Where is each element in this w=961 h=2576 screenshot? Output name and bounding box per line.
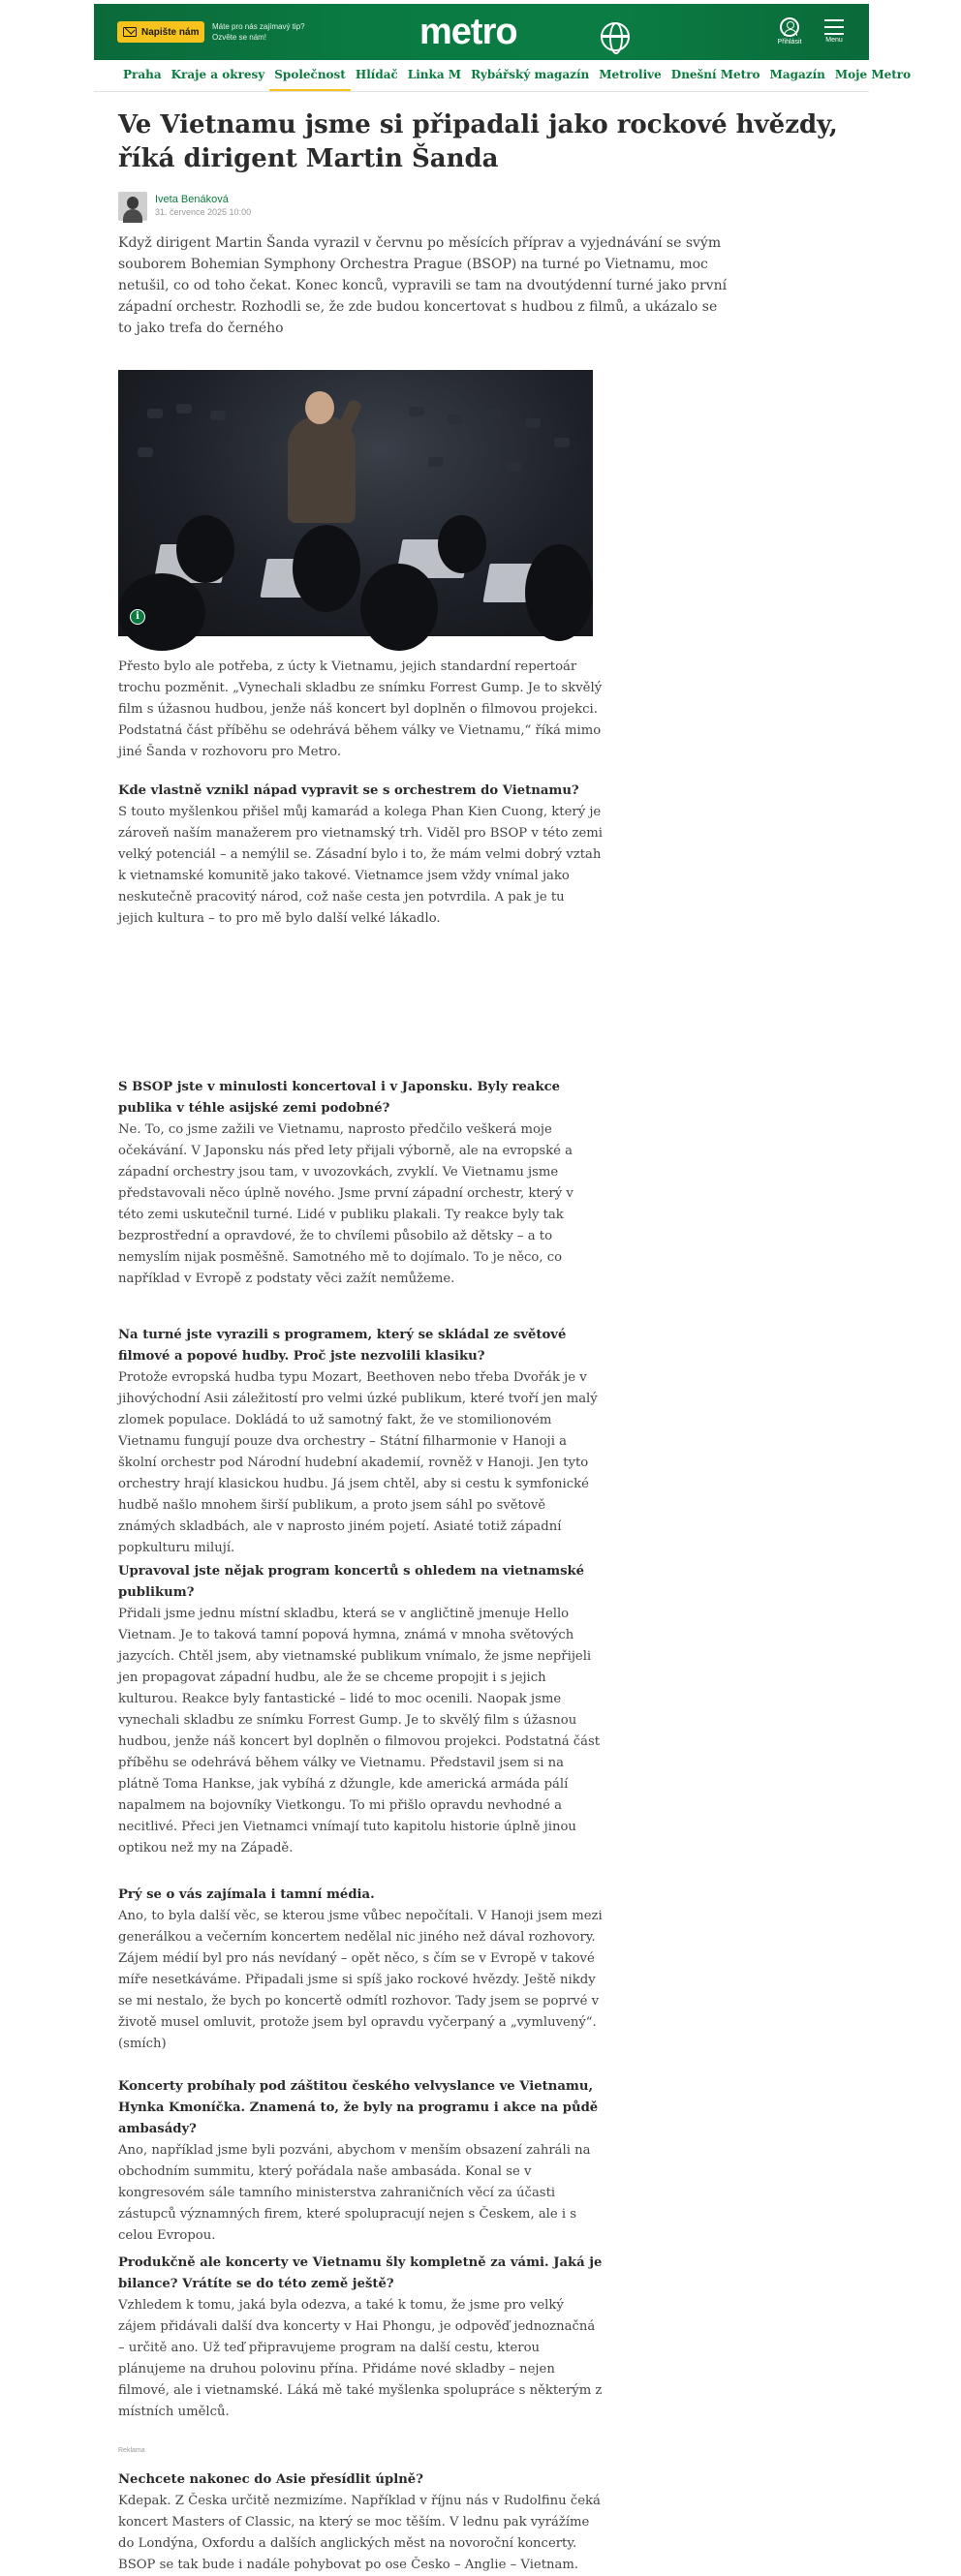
qa-item [118,2469,603,2576]
nav-item-rybarsky-magazin[interactable]: Rybářský magazín [471,68,590,81]
nav-item-praha[interactable]: Praha [123,68,162,81]
question: S BSOP jste v minulosti koncertoval i v Japonsku. Byly reakce publika v téhle asijské zemi podobné? [118,1080,561,1116]
article-photo [118,370,593,636]
menu-button[interactable] [817,17,852,52]
nav-item-dnesni-metro[interactable]: Dnešní Metro [670,68,760,81]
article-title: Ve Vietnamu jsme si připadali jako rockové hvězdy, říká dirigent Martin Šanda [118,110,838,173]
publish-date: 31. července 2025 10:00 [155,207,252,217]
qa-item [118,1077,603,1290]
qa-item [118,1325,603,1559]
main-nav [118,66,915,91]
nav-item-magazin[interactable]: Magazín [769,68,825,81]
answer: S touto myšlenkou přišel můj kamarád a kolega Phan Kien Cuong, který je zároveň naším manažerem pro vietnamský trh. Viděl pro BSOP v této zemi velký potenciál – a nemýlil se. Zásadní bylo i to, že mám velmi dobrý vztah k vietnamské komunitě jako takové. Vietnamce jsem vždy vnímal jako neskutečně pracovitý národ, což naše cesta jen potvrdila. A pak je tu jejich kultura – to pro mě bylo další velké lákadlo. [118,805,603,926]
question: Na turné jste vyrazili s programem, který se skládal ze světové filmové a popové hudby. Proč jste nezvolili klasiku? [118,1328,567,1364]
question: Koncerty probíhaly pod záštitou českého velvyslance ve Vietnamu, Hynka Kmoníčka. Znamená to, že byly na programu i akce na půdě ambasády? [118,2079,599,2136]
nav-item-moje-metro[interactable]: Moje Metro [834,68,912,81]
write-to-us-label: Napište nám [141,26,200,38]
site-header [94,4,869,60]
metro-logo[interactable]: metro [419,12,517,52]
ad-label: Reklama [118,2447,145,2454]
qa-item [118,781,603,930]
question: Kde vlastně vznikl nápad vypravit se s orchestrem do Vietnamu? [118,783,579,798]
login-label: Přihlásit [777,39,802,46]
answer: Ne. To, co jsme zažili ve Vietnamu, naprosto předčilo veškerá moje očekávání. V Japonsku nás před lety přijali výborně, ale na evropské a západní orchestry jsou tam, v uvozovkách, zvyklí. Ve Vietnamu jsme představovali něco úplně nového. Jsme první západní orchestr, který v této zemi uskutečnil turné. Lidé v publiku plakali. Ty reakce byly tak bezprostřední a opravdové, že to chvílemi působilo až dětsky – a to nemyslím nijak posměšně. Samotného mě to dojímalo. To je něco, co například v Evropě z podstaty věci zažít nemůžeme. [118,1122,574,1286]
envelope-icon [123,27,137,37]
qa-item [118,2076,603,2247]
nav-item-linka-m[interactable]: Linka M [407,68,462,81]
answer: Přidali jsme jednu místní skladbu, která se v angličtině jmenuje Hello Vietnam. Je to taková tamní popová hymna, známá v mnoha světových jazycích. Chtěl jsem, aby vietnamské publikum vnímalo, že jsme nepřijeli jen propagovat západní hudbu, ale že se chceme propojit i s jejich kulturou. Reakce byly fantastické – lidé to moc ocenili. Naopak jsme vynechali skladbu ze snímku Forrest Gump. Je to skvělý film s úžasnou hudbou, jenže náš koncert byl doplněn o filmovou projekci. Podstatná část příběhu se odehrává během války ve Vietnamu. Představil jsem si na plátně Toma Hankse, jak vybíhá z džungle, kde americká armáda pálí napalmem na bojovníky Vietkongu. To mi přišlo opravdu nevhodné a necitlivé. Přeci jen Vietnamci vnímají tuto kapitolu historie úplně jinou optikou než my na Západě. [118,1607,601,1855]
login-button[interactable] [772,17,807,52]
globe-icon [601,22,630,51]
author-avatar [118,192,147,221]
tip-text: Máte pro nás zajímavý tip? Ozvěte se nám! [212,22,305,42]
question: Nechcete nakonec do Asie přesídlit úplně? [118,2472,423,2487]
menu-label: Menu [825,37,843,44]
question: Produkčně ale koncerty ve Vietnamu šly kompletně za vámi. Jaká je bilance? Vrátíte se do této země ještě? [118,2255,603,2291]
nav-item-metrolive[interactable]: Metrolive [599,68,662,81]
question: Prý se o vás zajímala i tamní média. [118,1887,375,1902]
qa-item [118,1561,603,1859]
nav-divider [94,91,869,92]
answer: Kdepak. Z Česka určitě nezmizíme. Například v říjnu nás v Rudolfinu čeká koncert Masters of Classic, na který se moc těším. V lednu pak vyrážíme do Londýna, Oxfordu a dalších anglických měst na novoroční koncerty. BSOP se tak bude i nadále pohybovat po ose Česko – Anglie – Vietnam. [118,2494,601,2572]
answer: Vzhledem k tomu, jaká byla odezva, a také k tomu, že jsme pro velký zájem přidávali další dva koncerty v Hai Phongu, je odpověď jednoznačná – určitě ano. Už teď připravujeme program na další cestu, kterou plánujeme na druhou polovinu přína. Přidáme nové skladby – nejen filmové, ale i vietnamské. Láká mě také myšlenka spolupráce s některým z místních umělců. [118,2298,603,2419]
nav-item-hlidac[interactable]: Hlídač [355,68,398,81]
qa-item [118,1885,603,2055]
qa-item [118,2253,603,2423]
article-intro: Přesto bylo ale potřeba, z úcty k Vietnamu, jejich standardní repertoár trochu pozměnit. „Vynechali skladbu ze snímku Forrest Gump. Je to skvělý film s úžasnou hudbou, jenže náš koncert byl doplněn o filmovou projekci. Podstatná část příběhu se odehrává během války ve Vietnamu,“ říká mimo jiné Šanda v rozhovoru pro Metro. [118,659,603,759]
hamburger-icon [824,19,844,35]
answer: Ano, například jsme byli pozváni, abychom v menším obsazení zahráli na obchodním summitu, který pořádala naše ambasáda. Konal se v kongresovém sále tamního ministerstva zahraničních věcí za účasti zástupců významných firem, které spolupracují nejen s Českem, ale i s celou Evropou. [118,2143,591,2243]
article-perex: Když dirigent Martin Šanda vyrazil v červnu po měsících příprav a vyjednávání se svým souborem Bohemian Symphony Orchestra Prague (BSOP) na turné po Vietnamu, moc netušil, co od toho čekat. Konec konců, vypravili se tam na dvoutýdenní turné jako první západní orchestr. Rozhodli se, že zde budou koncertovat s hudbou z filmů, a ukázalo se to jako trefa do černého [118,235,728,336]
user-icon [780,17,799,37]
article [118,108,845,2572]
write-to-us-button[interactable] [117,21,204,43]
nav-item-kraje[interactable]: Kraje a okresy [170,68,265,81]
question: Upravoval jste nějak program koncertů s ohledem na vietnamské publikum? [118,1564,585,1600]
answer: Ano, to byla další věc, se kterou jsme vůbec nepočítali. V Hanoji jsem mezi generálkou a večerním koncertem nedělal nic jiného než dával rozhovory. Zájem médií byl pro nás nevídaný – opět něco, s čím se v Evropě v takové míře nesetkáváme. Připadali jsme si spíš jako rockové hvězdy. Ještě nikdy se mi nestalo, že bych po koncertě odmítl rozhovor. Tady jsem se poprvé v životě musel omluvit, protože jsem byl opravdu vyčerpaný a „vymluvený“. (smích) [118,1909,603,2051]
answer: Protože evropská hudba typu Mozart, Beethoven nebo třeba Dvořák je v jihovýchodní Asii záležitostí pro velmi úzké publikum, které tvoří jen malý zlomek populace. Dokládá to už samotný fakt, že ve stomilionovém Vietnamu fungují pouze dva orchestry – Státní filharmonie v Hanoji a školní orchestr pod Národní hudební akademií, rovněž v Hanoji. Jen tyto orchestry hrají klasickou hudbu. Já jsem chtěl, aby si cestu k symfonické hudbě našlo mnohem širší publikum, a proto jsem sáhl po světově známých skladbách, ale v naprosto jiném pojetí. Asiaté totiž západní popkulturu milují. [118,1370,598,1555]
nav-item-spolecnost[interactable]: Společnost [269,66,351,91]
author-name[interactable]: Iveta Benáková [155,194,229,205]
photo-info-button[interactable]: i [130,609,145,625]
